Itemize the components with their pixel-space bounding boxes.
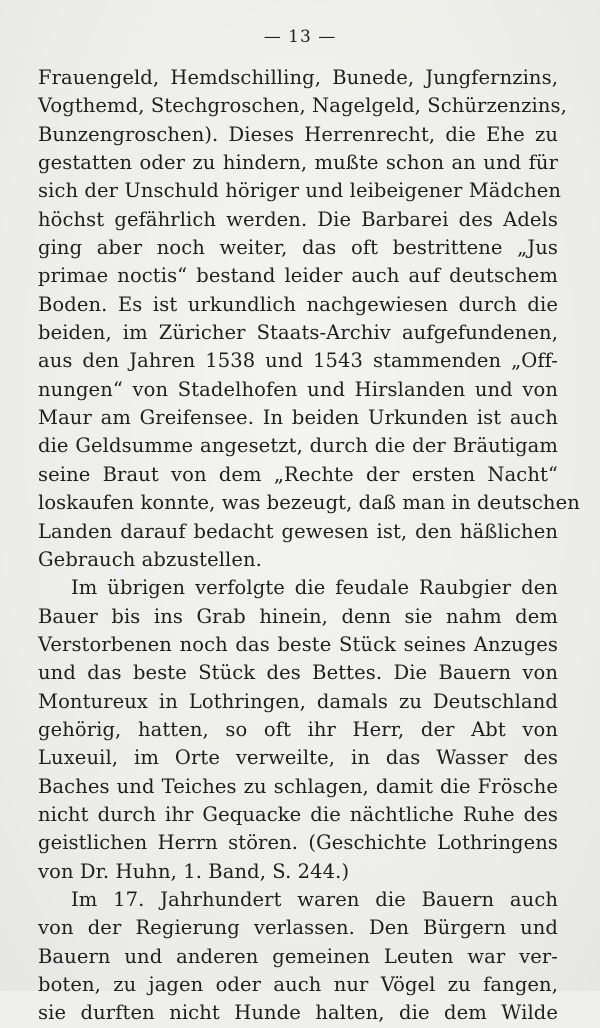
text-line: beiden, im Züricher Staats-Archiv aufgefundenen,: [38, 321, 558, 345]
text-line: nungen“ von Stadelhofen und Hirslanden und von: [38, 377, 558, 401]
text-line: Bunzengroschen). Dieses Herrenrecht, die Ehe zu: [38, 122, 558, 146]
text-line: höchst gefährlich werden. Die Barbarei des Adels: [38, 207, 558, 231]
text-line: gehörig, hatten, so oft ihr Herr, der Abt von: [38, 717, 558, 741]
text-line: gestatten oder zu hindern, mußte schon an und für: [38, 151, 558, 175]
page-number: — 13 —: [263, 27, 337, 47]
text-line: geistlichen Herrn stören. (Geschichte Lothringens: [38, 831, 558, 855]
text-line: seine Braut von dem „Rechte der ersten Nacht“: [38, 462, 558, 486]
text-line: und das beste Stück des Bettes. Die Bauern von: [38, 661, 558, 685]
text-line: boten, zu jagen oder auch nur Vögel zu fangen,: [38, 973, 558, 996]
text-line: die Geldsumme angesetzt, durch die der Bräutigam: [38, 434, 558, 458]
text-line: Boden. Es ist urkundlich nachgewiesen durch die: [38, 292, 558, 316]
body-text: [38, 64, 580, 1028]
text-line: Bauer bis ins Grab hinein, denn sie nahm dem: [38, 604, 558, 628]
text-line: Montureux in Lothringen, damals zu Deutschland: [38, 689, 558, 713]
text-line: loskaufen konnte, was bezeugt, daß man in deutschen: [38, 491, 580, 515]
text-line: Verstorbenen noch das beste Stück seines Anzuges: [38, 632, 558, 656]
text-line: Maur am Greifensee. In beiden Urkunden ist auch: [38, 406, 558, 430]
text-line: sich der Unschuld höriger und leibeigener Mädchen: [38, 179, 562, 203]
paragraph-end-line: Gebrauch abzustellen.: [38, 547, 262, 571]
text-line: von der Regierung verlassen. Den Bürgern und: [38, 916, 558, 940]
paragraph-start-line: Im übrigen verfolgte die feudale Raubgier den: [71, 576, 558, 600]
paragraph-start-line: Im 17. Jahrhundert waren die Bauern auch: [71, 887, 558, 911]
text-line: Frauengeld, Hemdschilling, Bunede, Jungfernzins,: [38, 66, 558, 89]
text-line: Landen darauf bedacht gewesen ist, den häßlichen: [38, 519, 558, 543]
text-line: Vogthemd, Stechgroschen, Nagelgeld, Schürzenzins,: [38, 94, 567, 118]
text-line: nicht durch ihr Gequacke die nächtliche Ruhe des: [38, 802, 558, 826]
text-line: aus den Jahren 1538 und 1543 stammenden „Off-: [38, 349, 558, 373]
text-line: Baches und Teiches zu schlagen, damit die Frösche: [38, 774, 558, 798]
paragraph-end-line: von Dr. Huhn, 1. Band, S. 244.): [38, 859, 350, 883]
text-line: Luxeuil, im Orte verweilte, in das Wasser des: [38, 746, 558, 770]
text-line: ging aber noch weiter, das oft bestrittene „Jus: [38, 236, 558, 260]
text-line: sie durften nicht Hunde halten, die dem Wilde: [38, 1001, 558, 1025]
text-line: primae noctis“ bestand leider auch auf deutschem: [38, 264, 558, 288]
text-line: Bauern und anderen gemeinen Leuten war ver-: [38, 944, 558, 968]
